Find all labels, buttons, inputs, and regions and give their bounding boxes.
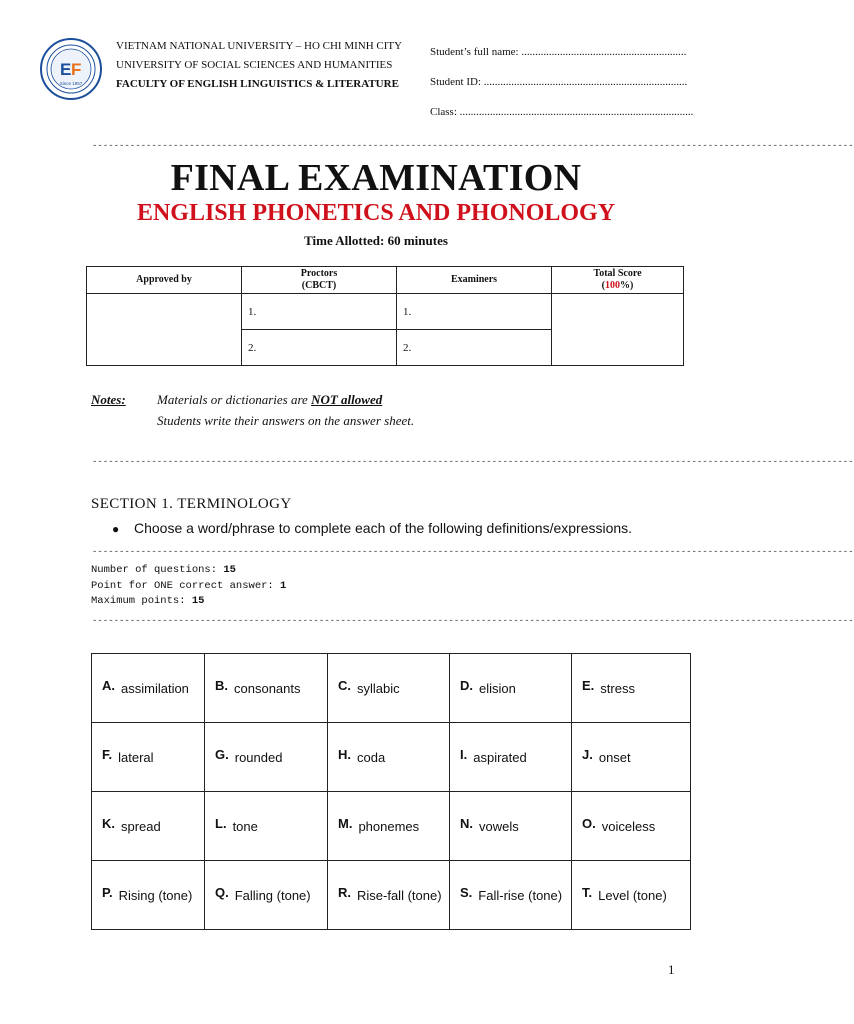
option-letter: D. (460, 677, 473, 693)
option-term: assimilation (121, 680, 189, 696)
option-cell[interactable] (328, 792, 450, 861)
examiner-2-cell[interactable]: 2. (397, 330, 552, 366)
proctors-sub: (CBCT) (301, 280, 337, 291)
notes-line1: Materials or dictionaries are (157, 392, 312, 407)
option-cell[interactable] (328, 861, 450, 930)
option-letter: F. (102, 746, 113, 762)
student-id-field[interactable]: Student ID: .......................................................................... (430, 76, 688, 88)
option-term: elision (479, 680, 516, 696)
option-term: Falling (tone) (234, 887, 311, 903)
option-term: Rising (tone) (118, 887, 193, 903)
points-label: Point for ONE correct answer: (91, 579, 281, 592)
divider: --------------------------------------------------------------------------------------------------------------------------------------------- (92, 457, 854, 467)
options-row (92, 654, 691, 723)
class-field[interactable]: Class: ..................................................................................... (430, 106, 694, 118)
bullet-icon: ● (112, 522, 120, 536)
option-cell[interactable] (205, 723, 328, 792)
national-university-name: VIETNAM NATIONAL UNIVERSITY – HO CHI MINH CITY (116, 40, 403, 52)
options-row (92, 792, 691, 861)
total-score-label: Total Score (593, 268, 642, 279)
option-cell[interactable] (572, 654, 691, 723)
score-paren-close: %) (620, 280, 634, 291)
option-letter: R. (338, 884, 351, 900)
proctor-1-cell[interactable]: 1. (242, 294, 397, 330)
option-cell[interactable] (450, 792, 572, 861)
time-allotted: Time Allotted: 60 minutes (304, 233, 448, 248)
option-term: aspirated (473, 749, 527, 765)
option-letter: T. (582, 884, 593, 900)
option-cell[interactable] (92, 792, 205, 861)
proctors-label: Proctors (300, 268, 338, 279)
option-term: consonants (234, 680, 301, 696)
total-score-header (552, 267, 684, 294)
option-term: onset (598, 749, 631, 765)
exam-title: FINAL EXAMINATION (170, 157, 582, 199)
instruction-text: Choose a word/phrase to complete each of the following definitions/expressions. (134, 520, 633, 536)
option-letter: O. (582, 815, 596, 831)
points-value: 1 (280, 579, 287, 592)
option-cell[interactable] (572, 723, 691, 792)
option-term: lateral (118, 749, 154, 765)
option-letter: K. (102, 815, 115, 831)
approved-by-header: Approved by (87, 267, 242, 294)
option-letter: S. (460, 884, 473, 900)
divider: --------------------------------------------------------------------------------------------------------------------------------------------- (92, 616, 854, 626)
option-cell[interactable] (450, 654, 572, 723)
svg-text:E: E (60, 60, 72, 79)
examiner-1-cell[interactable]: 1. (397, 294, 552, 330)
option-letter: E. (582, 677, 595, 693)
max-points-value: 15 (191, 595, 205, 607)
faculty-name: FACULTY OF ENGLISH LINGUISTICS & LITERATURE (116, 78, 399, 90)
examiners-header: Examiners (397, 267, 552, 294)
option-term: coda (357, 749, 386, 765)
not-allowed-emphasis: NOT allowed (311, 392, 383, 407)
total-score-cell[interactable] (552, 294, 684, 366)
svg-text:Since 1957: Since 1957 (59, 81, 83, 86)
scoring-info (91, 563, 286, 610)
page-number: 1 (668, 962, 675, 977)
questions-label: Number of questions: (91, 564, 224, 576)
options-row (92, 861, 691, 930)
options-row (92, 723, 691, 792)
option-letter: M. (338, 815, 353, 831)
option-letter: P. (102, 884, 113, 900)
option-letter: Q. (215, 884, 229, 900)
option-term: spread (121, 818, 161, 834)
approved-by-cell[interactable] (87, 294, 242, 366)
option-letter: I. (460, 746, 468, 762)
university-block (116, 37, 402, 94)
notes (91, 389, 414, 431)
option-letter: B. (215, 677, 228, 693)
option-cell[interactable] (572, 792, 691, 861)
questions-value: 15 (223, 564, 236, 576)
option-term: Level (tone) (598, 887, 667, 903)
score-percent: 100 (605, 280, 620, 291)
approval-table (86, 266, 684, 366)
divider: --------------------------------------------------------------------------------------------------------------------------------------------- (92, 141, 854, 151)
option-cell[interactable] (205, 654, 328, 723)
option-term: stress (600, 680, 635, 696)
student-name-field[interactable]: Student’s full name: ............................................................ (430, 46, 687, 58)
exam-subject: ENGLISH PHONETICS AND PHONOLOGY (136, 200, 616, 226)
option-letter: L. (215, 815, 227, 831)
university-logo (40, 38, 102, 100)
notes-line2: Students write their answers on the answer sheet. (157, 413, 415, 428)
option-cell[interactable] (450, 723, 572, 792)
university-name: UNIVERSITY OF SOCIAL SCIENCES AND HUMANITIES (116, 59, 393, 71)
proctor-2-cell[interactable]: 2. (242, 330, 397, 366)
option-cell[interactable] (92, 723, 205, 792)
option-cell[interactable] (92, 654, 205, 723)
option-letter: A. (102, 677, 115, 693)
notes-label: Notes: (91, 392, 126, 407)
option-cell[interactable] (205, 861, 328, 930)
option-term: rounded (234, 749, 283, 765)
svg-text:F: F (71, 60, 82, 79)
option-cell[interactable] (450, 861, 572, 930)
option-term: syllabic (357, 680, 400, 696)
option-term: vowels (479, 818, 519, 834)
section-instruction (112, 520, 632, 536)
option-letter: H. (338, 746, 351, 762)
option-letter: N. (460, 815, 473, 831)
option-term: voiceless (601, 818, 656, 834)
option-cell[interactable] (572, 861, 691, 930)
option-letter: J. (582, 746, 593, 762)
option-cell[interactable] (328, 723, 450, 792)
option-term: tone (232, 818, 258, 834)
max-points-label: Maximum points: (91, 595, 192, 607)
option-term: Rise-fall (tone) (357, 887, 442, 903)
option-cell[interactable] (328, 654, 450, 723)
option-term: Fall-rise (tone) (478, 887, 563, 903)
divider: --------------------------------------------------------------------------------------------------------------------------------------------- (92, 547, 854, 557)
option-letter: C. (338, 677, 351, 693)
option-term: phonemes (358, 818, 420, 834)
option-letter: G. (215, 746, 229, 762)
option-cell[interactable] (92, 861, 205, 930)
score-paren-open: ( (601, 280, 605, 291)
proctors-header (242, 267, 397, 294)
section-heading: SECTION 1. TERMINOLOGY (91, 496, 292, 512)
student-info (430, 37, 693, 127)
options-table (91, 653, 691, 930)
option-cell[interactable] (205, 792, 328, 861)
